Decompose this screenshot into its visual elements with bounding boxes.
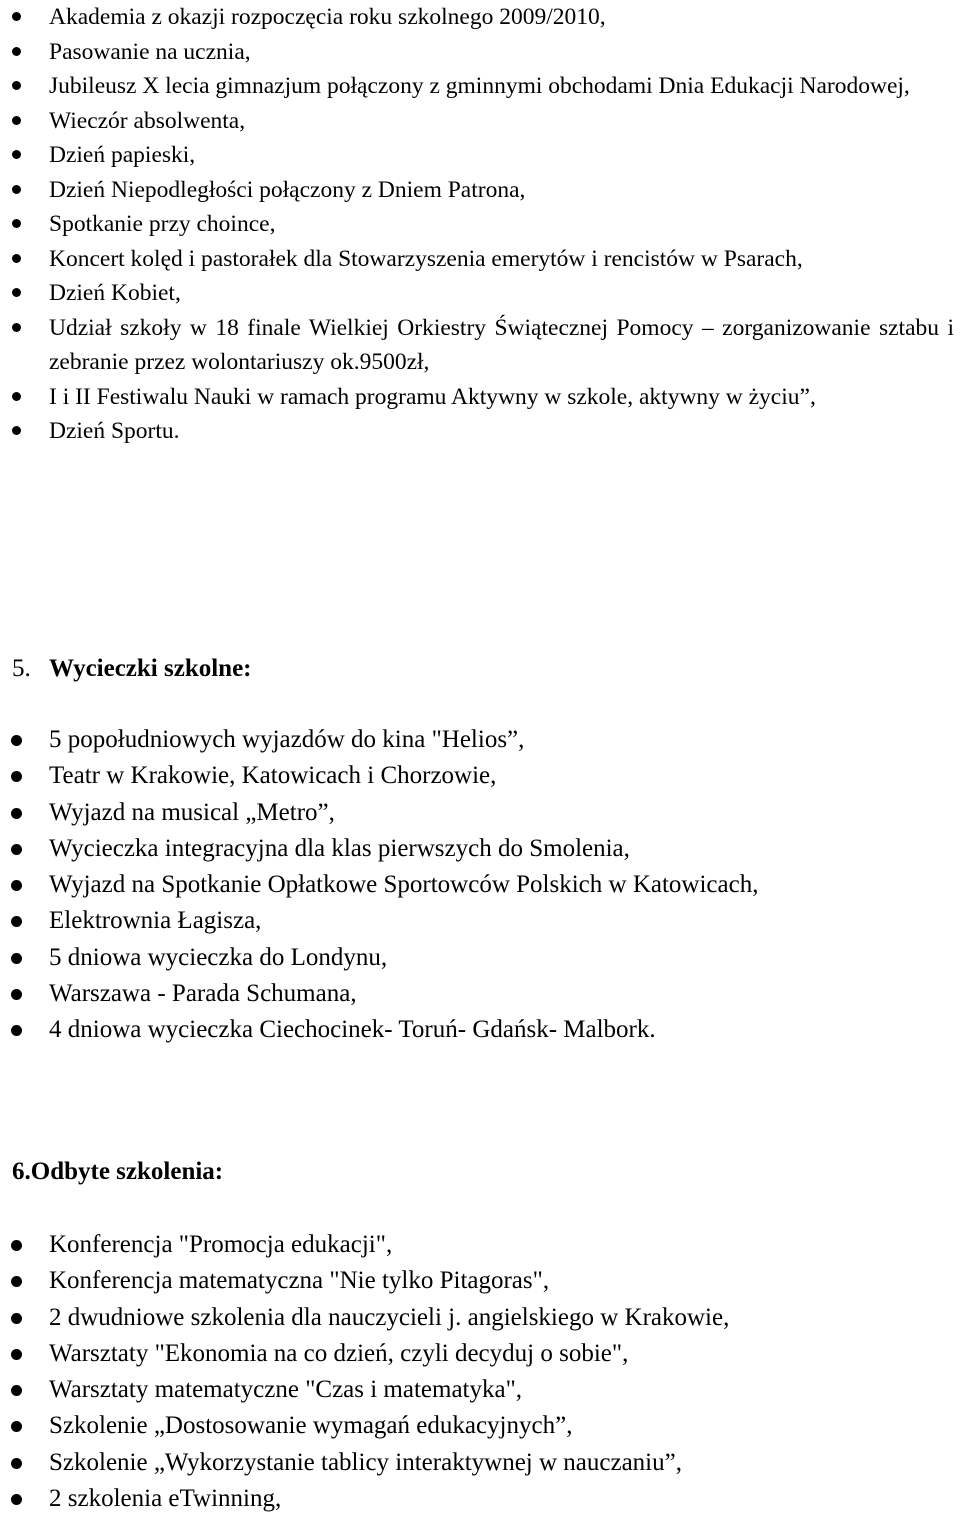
- bullet-icon: [11, 916, 22, 927]
- list-item: [0, 35, 954, 70]
- list-item-text: Szkolenie „Wykorzystanie tablicy interaktywnej w nauczaniu”,: [49, 1448, 682, 1476]
- section-title: Odbyte szkolenia:: [30, 1158, 224, 1185]
- trips-list: [0, 722, 960, 1049]
- list-item-text: 5 popołudniowych wyjazdów do kina "Helios”,: [49, 726, 525, 753]
- bullet-icon: [12, 219, 21, 228]
- bullet-icon: [12, 12, 21, 21]
- events-list: [0, 0, 960, 449]
- list-item: [0, 414, 954, 449]
- list-item: [0, 831, 954, 867]
- bullet-icon: [11, 1458, 22, 1469]
- bullet-icon: [12, 288, 21, 297]
- list-item: [0, 1445, 954, 1481]
- section-title: Wycieczki szkolne:: [49, 655, 252, 682]
- list-item: [0, 940, 954, 976]
- bullet-icon: [12, 323, 21, 332]
- list-item: [0, 1012, 954, 1048]
- bullet-icon: [11, 953, 22, 964]
- list-item-text: Akademia z okazji rozpoczęcia roku szkolnego 2009/2010,: [49, 4, 606, 30]
- bullet-icon: [12, 81, 21, 90]
- list-item: [0, 1227, 954, 1263]
- list-item-text: Warsztaty matematyczne "Czas i matematyka",: [49, 1376, 523, 1404]
- list-item: [0, 1408, 954, 1444]
- list-item: [0, 242, 954, 277]
- list-item: [0, 138, 954, 173]
- list-item: [0, 0, 954, 35]
- section-number: 6.: [12, 1158, 31, 1185]
- bullet-icon: [11, 735, 22, 746]
- list-item: [0, 173, 954, 208]
- bullet-icon: [12, 426, 21, 435]
- bullet-icon: [12, 254, 21, 263]
- section-heading-trips: [12, 654, 252, 684]
- list-item-text: Konferencja "Promocja edukacji",: [49, 1231, 393, 1258]
- list-item-text: Wycieczka integracyjna dla klas pierwszych do Smolenia,: [49, 834, 630, 862]
- list-item: [0, 69, 954, 104]
- list-item: [0, 867, 954, 903]
- bullet-icon: [12, 47, 21, 56]
- list-item-text: 2 szkolenia eTwinning,: [49, 1485, 282, 1513]
- list-item-text: Udział szkoły w 18 finale Wielkiej Orkiestry Świątecznej Pomocy – zorganizowanie sztabu i zebranie przez wolontariuszy ok.9500zł,: [49, 314, 954, 375]
- list-item-text: Szkolenie „Dostosowanie wymagań edukacyjnych”,: [49, 1412, 573, 1440]
- section-number: 5.: [12, 655, 31, 682]
- list-item-text: Konferencja matematyczna "Nie tylko Pitagoras",: [49, 1267, 550, 1295]
- bullet-icon: [12, 150, 21, 159]
- bullet-icon: [11, 880, 22, 891]
- list-item: [0, 976, 954, 1012]
- training-list: [0, 1227, 960, 1517]
- bullet-icon: [11, 1494, 22, 1505]
- bullet-icon: [12, 392, 21, 401]
- list-item: [0, 758, 954, 794]
- list-item-text: Dzień Niepodległości połączony z Dniem Patrona,: [49, 176, 526, 203]
- list-item: [0, 1263, 954, 1299]
- list-item: [0, 207, 954, 242]
- bullet-icon: [12, 185, 21, 194]
- bullet-icon: [11, 844, 22, 855]
- bullet-icon: [11, 989, 22, 1000]
- bullet-icon: [12, 116, 21, 125]
- list-item-text: Wyjazd na Spotkanie Opłatkowe Sportowców Polskich w Katowicach,: [49, 871, 759, 899]
- list-item-text: Warszawa - Parada Schumana,: [49, 980, 357, 1008]
- list-item-text: I i II Festiwalu Nauki w ramach programu Aktywny w szkole, aktywny w życiu”,: [49, 383, 816, 410]
- list-item-text: Wieczór absolwenta,: [49, 107, 246, 134]
- list-item: [0, 722, 954, 758]
- list-item-text: 2 dwudniowe szkolenia dla nauczycieli j. angielskiego w Krakowie,: [49, 1303, 730, 1331]
- bullet-icon: [11, 1313, 22, 1324]
- list-item-text: Jubileusz X lecia gimnazjum połączony z gminnymi obchodami Dnia Edukacji Narodowej,: [49, 73, 910, 99]
- bullet-icon: [11, 1421, 22, 1432]
- list-item-text: Warsztaty "Ekonomia na co dzień, czyli decyduj o sobie",: [49, 1339, 629, 1367]
- list-item: [0, 311, 954, 380]
- list-item-text: 5 dniowa wycieczka do Londynu,: [49, 943, 388, 971]
- bullet-icon: [11, 1349, 22, 1360]
- bullet-icon: [11, 1025, 22, 1036]
- list-item-text: Elektrownia Łagisza,: [49, 907, 262, 935]
- list-item: [0, 276, 954, 311]
- list-item: [0, 903, 954, 939]
- list-item: [0, 795, 954, 831]
- list-item-text: Koncert kolęd i pastorałek dla Stowarzyszenia emerytów i rencistów w Psarach,: [49, 245, 803, 272]
- list-item: [0, 1372, 954, 1408]
- bullet-icon: [11, 771, 22, 782]
- bullet-icon: [11, 808, 22, 819]
- section-heading-training: [12, 1157, 223, 1187]
- list-item-text: Teatr w Krakowie, Katowicach i Chorzowie,: [49, 762, 497, 790]
- list-item-text: Dzień Sportu.: [49, 418, 180, 444]
- list-item: [0, 1300, 954, 1336]
- list-item-text: Spotkanie przy choince,: [49, 211, 276, 237]
- list-item-text: Dzień papieski,: [49, 142, 196, 168]
- bullet-icon: [11, 1276, 22, 1287]
- list-item-text: Dzień Kobiet,: [49, 280, 181, 306]
- list-item-text: Wyjazd na musical „Metro”,: [49, 798, 335, 826]
- list-item: [0, 380, 954, 415]
- list-item: [0, 104, 954, 139]
- bullet-icon: [11, 1385, 22, 1396]
- list-item-text: 4 dniowa wycieczka Ciechocinek- Toruń- Gdańsk- Malbork.: [49, 1016, 656, 1044]
- list-item: [0, 1336, 954, 1372]
- bullet-icon: [11, 1240, 22, 1251]
- list-item-text: Pasowanie na ucznia,: [49, 38, 251, 65]
